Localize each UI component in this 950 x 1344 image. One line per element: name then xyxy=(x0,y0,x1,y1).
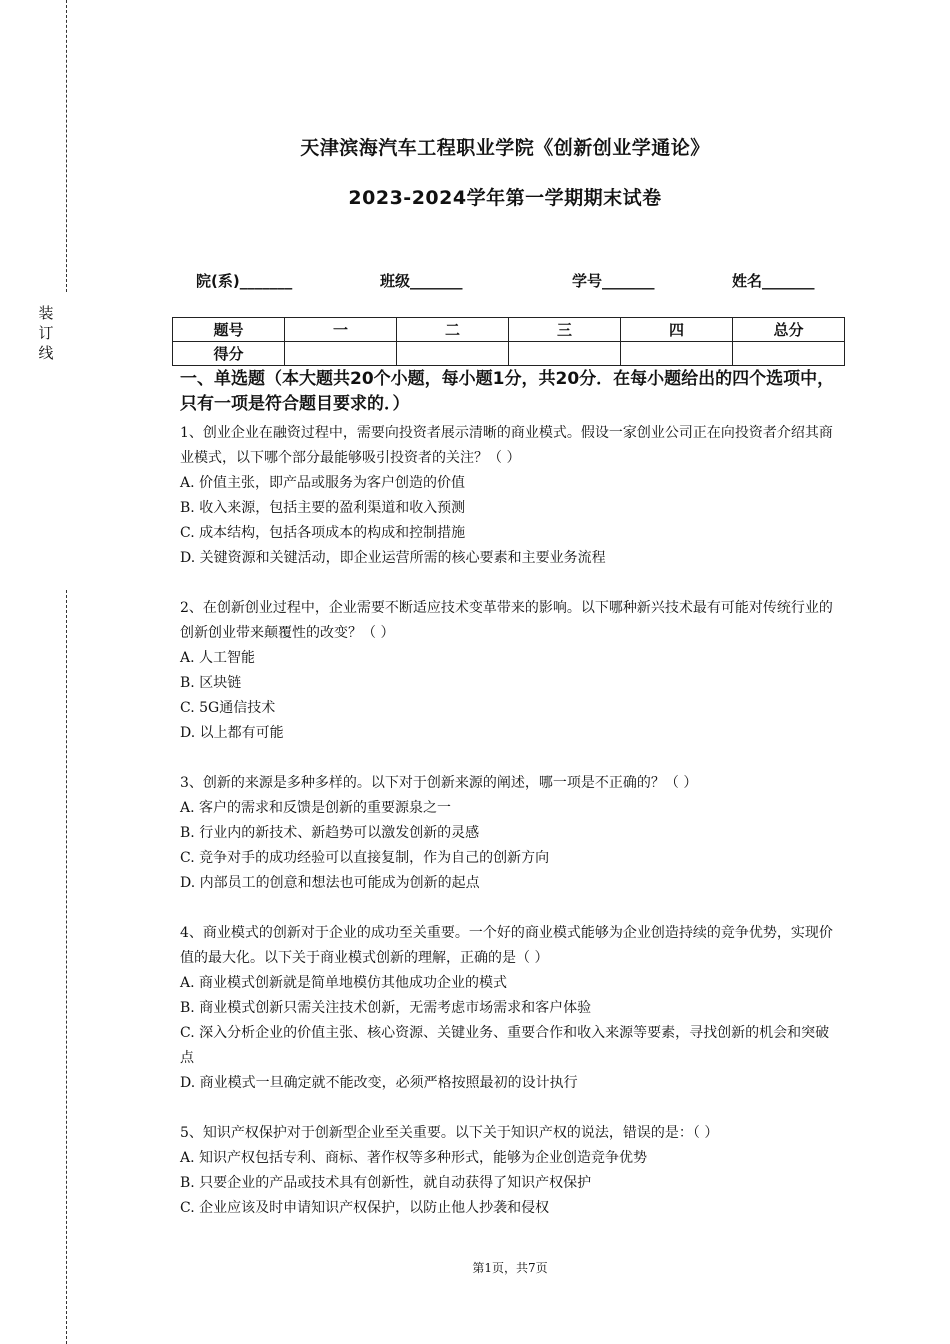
score-cell[interactable] xyxy=(285,342,397,366)
exam-title: 天津滨海汽车工程职业学院《创新创业学通论》 xyxy=(300,137,710,159)
question-option: A. 价值主张，即产品或服务为客户创造的价值 xyxy=(180,475,466,491)
question-option: A. 知识产权包括专利、商标、著作权等多种形式，能够为企业创造竞争优势 xyxy=(180,1150,648,1166)
exam-content xyxy=(180,367,840,1246)
score-table-header-row xyxy=(173,318,845,342)
question-option: D. 内部员工的创意和想法也可能成为创新的起点 xyxy=(180,875,480,891)
question-option: C. 深入分析企业的价值主张、核心资源、关键业务、重要合作和收入来源等要素，寻找创新的机会和突破点 xyxy=(180,1025,830,1066)
question-option: C. 企业应该及时申请知识产权保护，以防止他人抄袭和侵权 xyxy=(180,1200,550,1216)
question-option: C. 成本结构，包括各项成本的构成和控制措施 xyxy=(180,525,466,541)
question-stem: 4、商业模式的创新对于企业的成功至关重要。一个好的商业模式能够为企业创造持续的竞争优势，实现价值的最大化。以下关于商业模式创新的理解，正确的是（ ） xyxy=(180,925,833,966)
score-cell[interactable] xyxy=(621,342,733,366)
score-table-header-cell: 二 xyxy=(397,318,509,342)
score-row-label: 得分 xyxy=(173,342,285,366)
question-stem: 2、在创新创业过程中，企业需要不断适应技术变革带来的影响。以下哪种新兴技术最有可能对传统行业的创新创业带来颠覆性的改变？（ ） xyxy=(180,600,833,641)
question-stem: 5、知识产权保护对于创新型企业至关重要。以下关于知识产权的说法，错误的是：（ ） xyxy=(180,1125,719,1141)
question xyxy=(180,421,840,571)
binding-char: 订 xyxy=(38,324,54,342)
question-option: B. 区块链 xyxy=(180,675,242,691)
binding-char: 装 xyxy=(38,304,54,322)
question-option: B. 只要企业的产品或技术具有创新性，就自动获得了知识产权保护 xyxy=(180,1175,592,1191)
question-option: A. 人工智能 xyxy=(180,650,256,666)
question xyxy=(180,921,840,1096)
question-option: B. 行业内的新技术、新趋势可以激发创新的灵感 xyxy=(180,825,480,841)
question-option: A. 客户的需求和反馈是创新的重要源泉之一 xyxy=(180,800,452,816)
student-info-row xyxy=(0,270,950,292)
student-id-field[interactable]: 学号_______ xyxy=(572,272,655,290)
question-option: D. 商业模式一旦确定就不能改变，必须严格按照最初的设计执行 xyxy=(180,1075,578,1091)
question-stem: 3、创新的来源是多种多样的。以下对于创新来源的阐述，哪一项是不正确的？（ ） xyxy=(180,775,698,791)
question xyxy=(180,596,840,746)
class-field[interactable]: 班级_______ xyxy=(380,272,463,290)
section-heading: 一、单选题（本大题共20个小题，每小题1分，共20分．在每小题给出的四个选项中，只有一项是符合题目要求的．） xyxy=(180,369,835,414)
score-table-header-cell: 一 xyxy=(285,318,397,342)
question xyxy=(180,771,840,896)
score-cell[interactable] xyxy=(733,342,845,366)
binding-char: 线 xyxy=(38,344,54,362)
page-number: 第1页，共7页 xyxy=(472,1261,548,1275)
question-option: B. 商业模式创新只需关注技术创新，无需考虑市场需求和客户体验 xyxy=(180,1000,592,1016)
question-option: A. 商业模式创新就是简单地模仿其他成功企业的模式 xyxy=(180,975,508,991)
score-cell[interactable] xyxy=(397,342,509,366)
question-stem: 1、创业企业在融资过程中，需要向投资者展示清晰的商业模式。假设一家创业公司正在向投资者介绍其商业模式，以下哪个部分最能够吸引投资者的关注？（ ） xyxy=(180,425,833,466)
score-table-header-cell: 三 xyxy=(509,318,621,342)
question xyxy=(180,1121,840,1221)
question-option: C. 5G通信技术 xyxy=(180,700,276,716)
score-table xyxy=(172,317,845,366)
score-table-header-cell: 总分 xyxy=(733,318,845,342)
question-option: C. 竞争对手的成功经验可以直接复制，作为自己的创新方向 xyxy=(180,850,550,866)
question-option: D. 关键资源和关键活动，即企业运营所需的核心要素和主要业务流程 xyxy=(180,550,606,566)
question-option: B. 收入来源，包括主要的盈利渠道和收入预测 xyxy=(180,500,466,516)
name-field[interactable]: 姓名_______ xyxy=(732,272,815,290)
score-cell[interactable] xyxy=(509,342,621,366)
exam-subtitle: 2023-2024学年第一学期期末试卷 xyxy=(348,187,662,209)
binding-line-bottom xyxy=(66,590,67,1344)
score-table-header-cell: 题号 xyxy=(173,318,285,342)
department-field[interactable]: 院(系)_______ xyxy=(196,272,293,290)
question-option: D. 以上都有可能 xyxy=(180,725,284,741)
score-table-score-row xyxy=(173,342,845,366)
score-table-header-cell: 四 xyxy=(621,318,733,342)
binding-label xyxy=(38,303,54,363)
